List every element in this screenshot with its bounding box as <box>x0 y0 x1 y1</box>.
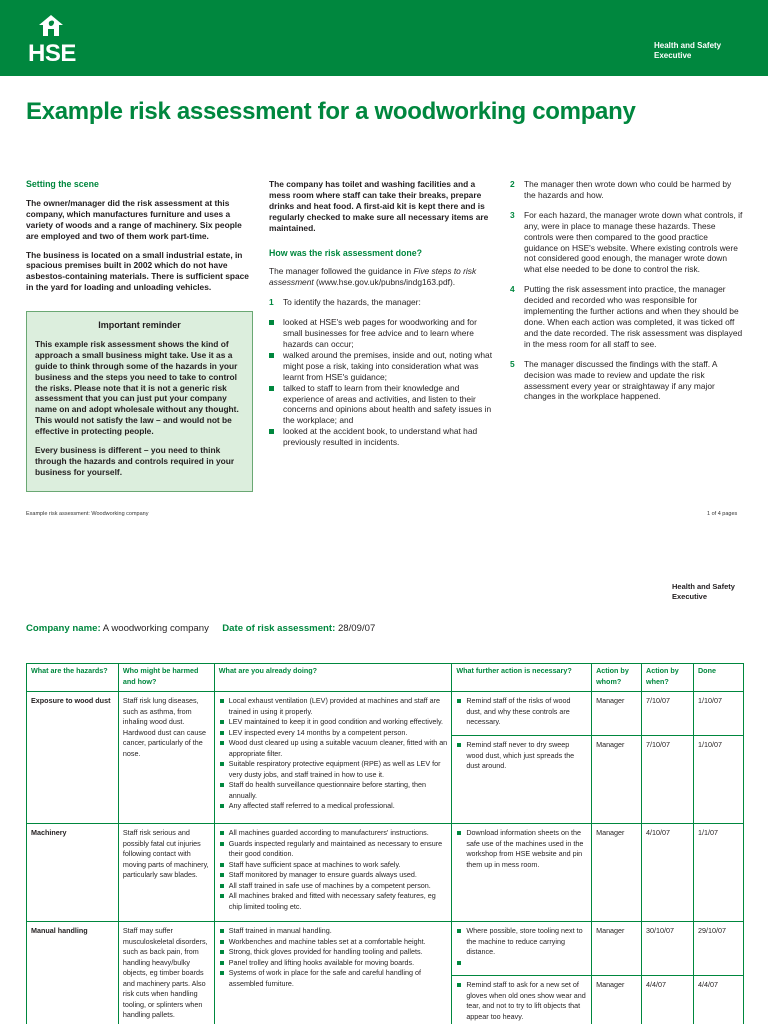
table-row <box>27 692 744 736</box>
table-header-row <box>27 664 744 692</box>
setting-paragraph-1: The owner/manager did the risk assessment at this company, which manufactures furniture and uses a variety of woods and a range of machinery. Six people are employed and two of them work part-time. <box>26 197 242 241</box>
bullet-square-icon <box>220 950 224 954</box>
footer-document-name: Example risk assessment: Woodworking company <box>26 511 149 517</box>
bullet-square-icon <box>269 386 274 391</box>
bullet-square-icon <box>269 353 274 358</box>
company-info-line <box>26 623 375 634</box>
bullet-square-icon <box>457 929 461 933</box>
bullet-square-icon <box>220 804 224 808</box>
bullet-square-icon <box>457 699 461 703</box>
action-when-cell: 7/10/07 <box>642 692 694 736</box>
action-when-cell: 4/10/07 <box>642 824 694 922</box>
who-cell: Staff risk lung diseases, such as asthma, from inhaling wood dust. Hardwood dust can cause cancer, particularly of the nose. <box>118 692 214 824</box>
reminder-paragraph-1: This example risk assessment shows the kind of approach a small business might take. Use it as a guide to think through some of the hazards in your business and the steps you need to take to control the risks. Please note that it is not a generic risk assessment that you can just put your company name on and adopt wholesale without any thought. This would not satisfy the law – and would not be effective in protecting people. <box>35 338 239 437</box>
action-whom-cell: Manager <box>592 692 642 736</box>
control-item: Staff trained in manual handling. <box>219 926 448 937</box>
company-name-value: A woodworking company <box>102 623 209 634</box>
bullet-square-icon <box>457 831 461 835</box>
date-label: Date of risk assessment: <box>222 623 336 634</box>
hazard-cell: Manual handling <box>27 922 119 1024</box>
done-cell: 1/10/07 <box>693 736 743 824</box>
org-name: Health and Safety Executive <box>654 41 722 60</box>
control-item: Panel trolley and lifting hooks available for moving boards. <box>219 958 448 969</box>
bullet-square-icon <box>269 429 274 434</box>
bullet-square-icon <box>220 884 224 888</box>
risk-assessment-table <box>26 663 744 1024</box>
table-row <box>27 824 744 922</box>
bullet-square-icon <box>220 929 224 933</box>
bullet-square-icon <box>457 961 461 965</box>
action-whom-cell: Manager <box>592 976 642 1024</box>
right-column <box>510 179 744 411</box>
doing-cell <box>214 922 452 1024</box>
company-name-label: Company name: <box>26 623 101 634</box>
hse-logo <box>28 14 80 67</box>
middle-column <box>269 179 497 448</box>
bullet-square-icon <box>220 940 224 944</box>
bullet-square-icon <box>220 699 224 703</box>
footer-page-count: 1 of 4 pages <box>707 511 738 517</box>
bullet-item: walked around the premises, inside and out, noting what might pose a risk, taking into consideration what was learnt from HSE's guidance; <box>269 350 497 383</box>
action-when-cell: 30/10/07 <box>642 922 694 976</box>
control-item: LEV inspected every 14 months by a competent person. <box>219 728 448 739</box>
action-when-cell: 4/4/07 <box>642 976 694 1024</box>
bullet-square-icon <box>220 741 224 745</box>
hse-crest-icon <box>36 14 66 40</box>
bullet-square-icon <box>220 961 224 965</box>
action-cell: Remind staff of the risks of wood dust, and why these controls are necessary. <box>452 692 592 736</box>
control-item: All staff trained in safe use of machines by a competent person. <box>219 881 448 892</box>
guidance-paragraph: The manager followed the guidance in Five steps to risk assessment (www.hse.gov.uk/pubns/indg163.pdf). <box>269 266 477 288</box>
doing-cell <box>214 824 452 922</box>
bullet-item: talked to staff to learn from their knowledge and experience of areas and activities, and listen to their concerns and opinions about health and safety issues in the workplace; and <box>269 383 497 427</box>
control-item: Systems of work in place for the safe and careful handling of assembled furniture. <box>219 968 448 989</box>
action-cell: Remind staff to ask for a new set of gloves when old ones show wear and tear, and not to try to lift objects that appear too heavy. <box>452 976 592 1024</box>
date-value: 28/09/07 <box>337 623 376 634</box>
step-1-bullets <box>269 317 497 448</box>
bullet-square-icon <box>220 720 224 724</box>
bullet-item: looked at HSE's web pages for woodworking and for small businesses for free advice and to learn where hazards can occur; <box>269 317 497 350</box>
action-cell: Remind staff never to dry sweep wood dust, which just spreads the dust around. <box>452 736 592 824</box>
control-item: All machines braked and fitted with necessary safety features, eg chip limited tooling etc. <box>219 891 448 912</box>
step-4: 4 Putting the risk assessment into practice, the manager decided and recorded who was responsible for implementing the further actions and when they should be done. When each action was completed, it was ticked off and the date recorded. The risk assessment was displayed in the mess room for all staff to see. <box>510 284 743 349</box>
reminder-paragraph-2: Every business is different – you need to think through the hazards and controls required in your business for yourself. <box>35 445 235 477</box>
control-item: Staff monitored by manager to ensure guards always used. <box>219 870 448 881</box>
guidance-link-title: Five steps to risk assessment <box>269 266 477 288</box>
column-header: What are you already doing? <box>214 664 452 692</box>
bullet-square-icon <box>457 743 461 747</box>
bullet-item: looked at the accident book, to understand what had previously resulted in incidents. <box>269 426 497 448</box>
control-item: Any affected staff referred to a medical professional. <box>219 801 448 812</box>
important-reminder-box <box>26 311 253 492</box>
step-3: 3 For each hazard, the manager wrote down what controls, if any, were in place to manage these hazards. These controls were then compared to the good practice guidance on HSE's website. Where existing controls were not considered good enough, the manager wrote down what else needed to be done to control the risk. <box>510 209 743 275</box>
column-header: What are the hazards? <box>27 664 119 692</box>
how-heading: How was the risk assessment done? <box>269 247 423 258</box>
bullet-square-icon <box>220 894 224 898</box>
column-header: Action by whom? <box>592 664 642 692</box>
setting-heading: Setting the scene <box>26 179 99 189</box>
who-cell: Staff risk serious and possibly fatal cut injuries following contact with moving parts of machinery, particularly saw blades. <box>118 824 214 922</box>
bullet-square-icon <box>220 873 224 877</box>
action-cell: Where possible, store tooling next to the machine to reduce carrying distance. <box>452 922 592 976</box>
reminder-heading: Important reminder <box>98 320 181 330</box>
control-item: Workbenches and machine tables set at a comfortable height. <box>219 937 448 948</box>
control-item: Staff do health surveillance questionnaire before starting, then annually. <box>219 780 448 801</box>
action-cell: Download information sheets on the safe use of the machines used in the workshop from HSE website and pin them up in mess room. <box>452 824 592 922</box>
page-title: Example risk assessment for a woodworking company <box>26 98 636 125</box>
control-item: Wood dust cleared up using a suitable vacuum cleaner, fitted with an appropriate filter. <box>219 738 448 759</box>
control-item: Suitable respiratory protective equipment (RPE) as well as LEV for very dusty jobs, and staff trained in how to use it. <box>219 759 448 780</box>
step-5: 5 The manager discussed the findings with the staff. A decision was made to review and update the risk assessment every year or straightaway if any major changes in the workplace happened. <box>510 358 718 402</box>
hse-logo-text: HSE <box>28 40 76 67</box>
done-cell: 1/1/07 <box>693 824 743 922</box>
column-header: What further action is necessary? <box>452 664 592 692</box>
bullet-square-icon <box>220 731 224 735</box>
step-1: 1 To identify the hazards, the manager: <box>269 297 421 308</box>
bullet-square-icon <box>220 762 224 766</box>
who-cell: Staff may suffer musculoskeletal disorders, such as back pain, from handling heavy/bulky objects, eg timber boards and machinery parts. Also risk cuts when handling tooling, or splinters when handling pallets. <box>118 922 214 1024</box>
bullet-square-icon <box>457 983 461 987</box>
action-whom-cell: Manager <box>592 922 642 976</box>
control-item: All machines guarded according to manufacturers' instructions. <box>219 828 448 839</box>
bullet-square-icon <box>220 783 224 787</box>
hazard-cell: Machinery <box>27 824 119 922</box>
column-header: Action by when? <box>642 664 694 692</box>
column-header: Done <box>693 664 743 692</box>
bullet-square-icon <box>220 831 224 835</box>
column-header: Who might be harmed and how? <box>118 664 214 692</box>
table-row <box>27 922 744 976</box>
control-item: Strong, thick gloves provided for handling tooling and pallets. <box>219 947 448 958</box>
facilities-paragraph: The company has toilet and washing facilities and a mess room where staff can take their breaks, prepare drinks and heat food. A first-aid kit is kept there and is regularly checked to make sure all necessary items are maintained. <box>269 179 489 233</box>
bullet-square-icon <box>269 320 274 325</box>
bullet-square-icon <box>220 842 224 846</box>
done-cell: 29/10/07 <box>693 922 743 976</box>
action-whom-cell: Manager <box>592 824 642 922</box>
bullet-square-icon <box>220 971 224 975</box>
control-item: LEV maintained to keep it in good condition and working effectively. <box>219 717 448 728</box>
hazard-cell: Exposure to wood dust <box>27 692 119 824</box>
left-column <box>26 179 252 301</box>
control-item: Guards inspected regularly and maintained as necessary to ensure their good condition. <box>219 839 448 860</box>
control-item: Local exhaust ventilation (LEV) provided at machines and staff are trained in using it properly. <box>219 696 448 717</box>
step-2: 2 The manager then wrote down who could be harmed by the hazards and how. <box>510 179 732 200</box>
control-item: Staff have sufficient space at machines to work safely. <box>219 860 448 871</box>
done-cell: 4/4/07 <box>693 976 743 1024</box>
action-whom-cell: Manager <box>592 736 642 824</box>
header-bar <box>0 0 768 76</box>
bullet-square-icon <box>220 863 224 867</box>
doing-cell <box>214 692 452 824</box>
org-name-page-2: Health and Safety Executive <box>672 582 735 601</box>
action-when-cell: 7/10/07 <box>642 736 694 824</box>
setting-paragraph-2: The business is located on a small industrial estate, in spacious premises built in 2002 which do not have asbestos-containing materials. There is sufficient space in the yard for loading and unloading vehicles. <box>26 249 249 293</box>
done-cell: 1/10/07 <box>693 692 743 736</box>
